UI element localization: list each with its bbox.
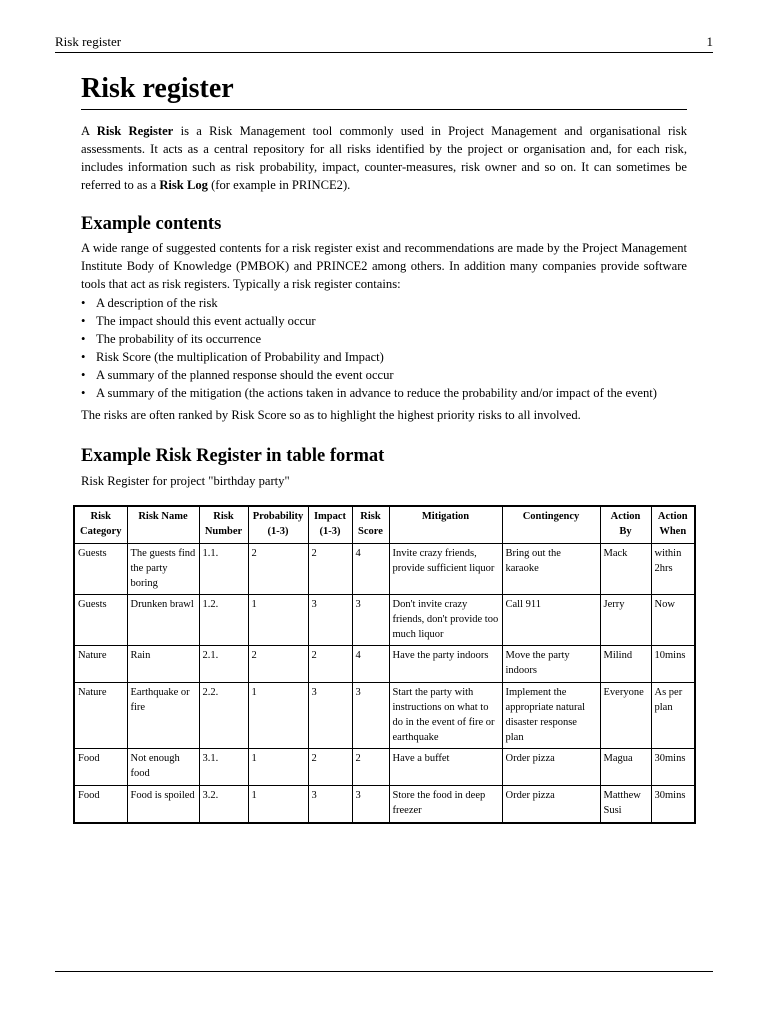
page-number: 1 bbox=[706, 34, 713, 49]
ranking-paragraph: The risks are often ranked by Risk Score so as to highlight the highest priority risks to all involved. bbox=[81, 408, 581, 422]
cell-mitigation: Don't invite crazy friends, don't provide too much liquor bbox=[389, 595, 502, 646]
header-risk-score: Risk Score bbox=[352, 506, 389, 544]
cell-mitigation: Invite crazy friends, provide sufficient liquor bbox=[389, 544, 502, 595]
intro-text-1: A bbox=[81, 124, 97, 138]
cell-contingency: Call 911 bbox=[502, 595, 600, 646]
intro-text-2: is a Risk Management tool commonly used in Project Management and organisational risk assessments. It acts as a central repository for all risks identified by the project or organisation and, for each risk, includes information such as risk probability, impact, counter-measures, risk owner and so on. It can sometimes be referred to as a bbox=[81, 124, 688, 192]
table-row bbox=[74, 786, 695, 824]
cell-impact: 2 bbox=[308, 544, 352, 595]
page-title: Risk register bbox=[81, 72, 687, 110]
cell-risk-number: 1.1. bbox=[199, 544, 248, 595]
cell-impact: 2 bbox=[308, 749, 352, 786]
running-header-title: Risk register bbox=[55, 34, 122, 49]
cell-action-by: Milind bbox=[600, 646, 651, 683]
cell-contingency: Implement the appropriate natural disaster response plan bbox=[502, 683, 600, 749]
list-item: • A summary of the mitigation (the actions taken in advance to reduce the probability and/or impact of the event) bbox=[81, 386, 657, 400]
cell-risk-name: Not enough food bbox=[127, 749, 199, 786]
cell-action-by: Jerry bbox=[600, 595, 651, 646]
table-header-row bbox=[74, 506, 695, 544]
cell-action-when: 30mins bbox=[651, 749, 695, 786]
cell-category: Guests bbox=[74, 544, 127, 595]
table-row bbox=[74, 544, 695, 595]
bullet-icon: • bbox=[81, 296, 86, 310]
cell-action-when: 10mins bbox=[651, 646, 695, 683]
list-item: • A summary of the planned response should the event occur bbox=[81, 368, 394, 382]
intro-text-3: (for example in PRINCE2). bbox=[207, 178, 351, 192]
cell-probability: 1 bbox=[248, 683, 308, 749]
section-heading-table-format: Example Risk Register in table format bbox=[81, 446, 385, 466]
cell-probability: 1 bbox=[248, 595, 308, 646]
cell-action-by: Mack bbox=[600, 544, 651, 595]
section-heading-example-contents: Example contents bbox=[81, 214, 222, 234]
header-impact: Impact (1-3) bbox=[308, 506, 352, 544]
header-mitigation: Mitigation bbox=[389, 506, 502, 544]
cell-probability: 2 bbox=[248, 544, 308, 595]
footer-rule bbox=[55, 971, 713, 972]
cell-risk-score: 3 bbox=[352, 595, 389, 646]
cell-risk-name: Earthquake or fire bbox=[127, 683, 199, 749]
cell-risk-number: 3.1. bbox=[199, 749, 248, 786]
cell-probability: 2 bbox=[248, 646, 308, 683]
cell-impact: 2 bbox=[308, 646, 352, 683]
contents-list bbox=[81, 294, 687, 402]
cell-risk-number: 3.2. bbox=[199, 786, 248, 824]
header-risk-name: Risk Name bbox=[127, 506, 199, 544]
cell-risk-score: 3 bbox=[352, 786, 389, 824]
header-action-when: Action When bbox=[651, 506, 695, 544]
cell-risk-name: Drunken brawl bbox=[127, 595, 199, 646]
cell-risk-score: 4 bbox=[352, 646, 389, 683]
bullet-icon: • bbox=[81, 314, 86, 328]
cell-action-when: within 2hrs bbox=[651, 544, 695, 595]
cell-action-by: Everyone bbox=[600, 683, 651, 749]
cell-risk-number: 2.2. bbox=[199, 683, 248, 749]
cell-risk-score: 4 bbox=[352, 544, 389, 595]
intro-bold-risk-register: Risk Register bbox=[96, 124, 174, 138]
cell-risk-number: 1.2. bbox=[199, 595, 248, 646]
cell-probability: 1 bbox=[248, 749, 308, 786]
cell-action-when: Now bbox=[651, 595, 695, 646]
intro-bold-risk-log: Risk Log bbox=[159, 178, 208, 192]
list-item: • The probability of its occurrence bbox=[81, 332, 262, 346]
cell-category: Nature bbox=[74, 646, 127, 683]
table-row bbox=[74, 683, 695, 749]
cell-mitigation: Store the food in deep freezer bbox=[389, 786, 502, 824]
header-contingency: Contingency bbox=[502, 506, 600, 544]
table-row bbox=[74, 595, 695, 646]
cell-action-when: 30mins bbox=[651, 786, 695, 824]
bullet-icon: • bbox=[81, 386, 86, 400]
risk-register-table bbox=[73, 505, 696, 824]
bullet-icon: • bbox=[81, 350, 86, 364]
header-rule bbox=[55, 52, 713, 53]
cell-contingency: Order pizza bbox=[502, 749, 600, 786]
cell-category: Guests bbox=[74, 595, 127, 646]
header-probability: Probability (1-3) bbox=[248, 506, 308, 544]
cell-action-by: Matthew Susi bbox=[600, 786, 651, 824]
cell-risk-score: 3 bbox=[352, 683, 389, 749]
cell-risk-name: Food is spoiled bbox=[127, 786, 199, 824]
cell-category: Food bbox=[74, 749, 127, 786]
table-row bbox=[74, 749, 695, 786]
cell-risk-number: 2.1. bbox=[199, 646, 248, 683]
table-row bbox=[74, 646, 695, 683]
cell-risk-score: 2 bbox=[352, 749, 389, 786]
cell-mitigation: Have a buffet bbox=[389, 749, 502, 786]
cell-impact: 3 bbox=[308, 595, 352, 646]
example-contents-paragraph: A wide range of suggested contents for a risk register exist and recommendations are made by the Project Management Institute Body of Knowledge (PMBOK) and PRINCE2 among others. In addition many companies provide software tools that act as risk registers. Typically a risk register contains: bbox=[81, 241, 687, 291]
cell-category: Food bbox=[74, 786, 127, 824]
list-item: • Risk Score (the multiplication of Probability and Impact) bbox=[81, 350, 384, 364]
cell-contingency: Bring out the karaoke bbox=[502, 544, 600, 595]
header-risk-category: Risk Category bbox=[74, 506, 127, 544]
cell-risk-name: The guests find the party boring bbox=[127, 544, 199, 595]
bullet-icon: • bbox=[81, 332, 86, 346]
cell-action-when: As per plan bbox=[651, 683, 695, 749]
cell-mitigation: Start the party with instructions on what to do in the event of fire or earthquake bbox=[389, 683, 502, 749]
cell-action-by: Magua bbox=[600, 749, 651, 786]
header-action-by: Action By bbox=[600, 506, 651, 544]
cell-category: Nature bbox=[74, 683, 127, 749]
intro-paragraph bbox=[81, 122, 687, 194]
article-content bbox=[81, 72, 687, 490]
header-risk-number: Risk Number bbox=[199, 506, 248, 544]
cell-risk-name: Rain bbox=[127, 646, 199, 683]
cell-impact: 3 bbox=[308, 683, 352, 749]
bullet-icon: • bbox=[81, 368, 86, 382]
cell-probability: 1 bbox=[248, 786, 308, 824]
list-item: • The impact should this event actually occur bbox=[81, 314, 316, 328]
cell-contingency: Order pizza bbox=[502, 786, 600, 824]
cell-impact: 3 bbox=[308, 786, 352, 824]
cell-contingency: Move the party indoors bbox=[502, 646, 600, 683]
running-header bbox=[55, 34, 713, 50]
list-item: • A description of the risk bbox=[81, 296, 218, 310]
cell-mitigation: Have the party indoors bbox=[389, 646, 502, 683]
table-caption: Risk Register for project "birthday party" bbox=[81, 474, 290, 488]
